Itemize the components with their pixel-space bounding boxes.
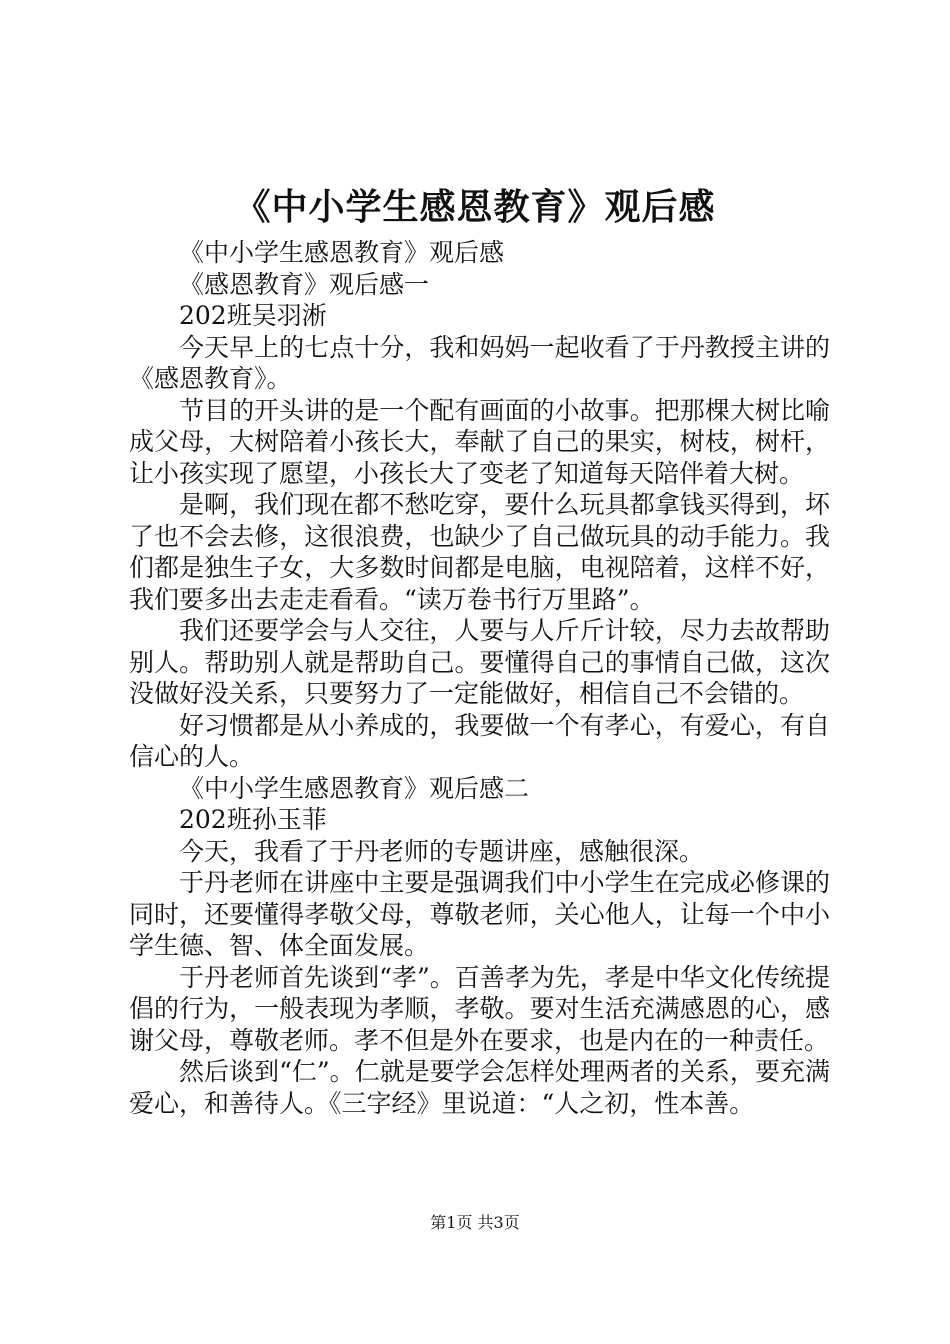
paragraph: 好习惯都是从小养成的，我要做一个有孝心，有爱心，有自信心的人。: [129, 710, 830, 771]
paragraph: 《中小学生感恩教育》观后感二: [179, 773, 530, 803]
paragraph: 202班吴羽淅: [179, 301, 327, 330]
paragraph: 我们还要学会与人交往，人要与人斤斤计较，尽力去故帮助别人。帮助别人就是帮助自己。要懂得自己的事情自己做，这次没做好没关系，只要努力了一定能做好，相信自己不会错的。: [129, 616, 830, 708]
paragraph: 今天早上的七点十分，我和妈妈一起收看了于丹教授主讲的《感恩教育》。: [129, 332, 830, 393]
paragraph: 于丹老师首先谈到“孝”。百善孝为先，孝是中华文化传统提倡的行为，一般表现为孝顺，孝敬。要对生活充满感恩的心，感谢父母，尊敬老师。孝不但是外在要求，也是内在的一种责任。: [129, 962, 830, 1055]
document-title: 《中小学生感恩教育》观后感: [234, 186, 716, 228]
paragraph: 节目的开头讲的是一个配有画面的小故事。把那棵大树比喻成父母，大树陪着小孩长大，奉献了自己的果实，树枝，树杆，让小孩实现了愿望，小孩长大了变老了知道每天陪伴着大树。: [129, 395, 830, 488]
paragraph: 然后谈到“仁”。仁就是要学会怎样处理两者的关系，要充满爱心，和善待人。《三字经》里说道：“人之初，性本善。: [129, 1057, 830, 1118]
paragraph: 今天，我看了于丹老师的专题讲座，感触很深。: [179, 836, 705, 866]
page-footer: 第1页 共3页: [430, 1213, 520, 1232]
document-body: [129, 237, 830, 1119]
paragraph: 202班孙玉菲: [179, 805, 327, 834]
paragraph: 于丹老师在讲座中主要是强调我们中小学生在完成必修课的同时，还要懂得孝敬父母，尊敬老师，关心他人，让每一个中小学生德、智、体全面发展。: [129, 868, 830, 960]
paragraph: 是啊，我们现在都不愁吃穿，要什么玩具都拿钱买得到，坏了也不会去修，这很浪费，也缺少了自己做玩具的动手能力。我们都是独生子女，大多数时间都是电脑，电视陪着，这样不好，我们要多出去走走看看。“读万卷书行万里路”。: [129, 490, 830, 614]
paragraph: 《感恩教育》观后感一: [179, 269, 430, 299]
paragraph: 《中小学生感恩教育》观后感: [179, 238, 505, 267]
